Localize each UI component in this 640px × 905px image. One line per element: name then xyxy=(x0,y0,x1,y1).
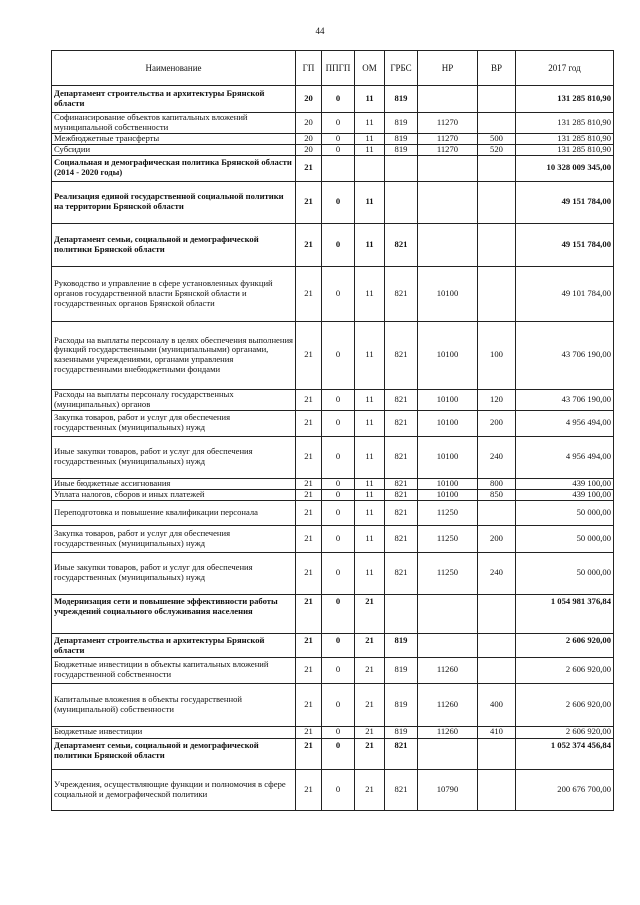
row-gp: 21 xyxy=(296,410,322,436)
row-ppgp: 0 xyxy=(322,223,355,266)
row-grbs: 819 xyxy=(385,657,418,683)
table-row xyxy=(52,500,614,525)
row-grbs: 821 xyxy=(385,478,418,489)
row-gp: 21 xyxy=(296,500,322,525)
row-np: 10790 xyxy=(418,769,478,810)
row-grbs: 819 xyxy=(385,726,418,738)
row-vr xyxy=(478,113,516,134)
row-gp: 20 xyxy=(296,113,322,134)
table-row xyxy=(52,223,614,266)
row-grbs: 821 xyxy=(385,436,418,478)
row-gp: 20 xyxy=(296,133,322,144)
row-gp: 21 xyxy=(296,633,322,657)
table-row xyxy=(52,769,614,810)
table-row xyxy=(52,552,614,594)
row-grbs: 821 xyxy=(385,266,418,321)
row-ppgp: 0 xyxy=(322,633,355,657)
row-vr xyxy=(478,769,516,810)
row-np: 11270 xyxy=(418,144,478,155)
row-vr: 240 xyxy=(478,436,516,478)
row-gp: 21 xyxy=(296,389,322,410)
row-om: 11 xyxy=(355,436,385,478)
row-gp: 21 xyxy=(296,738,322,769)
row-vr xyxy=(478,738,516,769)
row-vr: 520 xyxy=(478,144,516,155)
row-vr xyxy=(478,500,516,525)
row-om: 21 xyxy=(355,738,385,769)
row-name: Иные закупки товаров, работ и услуг для обеспечения государственных (муниципальных) нужд xyxy=(52,436,296,478)
row-ppgp: 0 xyxy=(322,552,355,594)
row-vr: 500 xyxy=(478,133,516,144)
row-ppgp: 0 xyxy=(322,726,355,738)
row-np: 10100 xyxy=(418,321,478,389)
table-row xyxy=(52,181,614,223)
row-ppgp: 0 xyxy=(322,769,355,810)
row-amount: 50 000,00 xyxy=(516,552,614,594)
table-row xyxy=(52,726,614,738)
row-om: 11 xyxy=(355,144,385,155)
table-row xyxy=(52,144,614,155)
row-ppgp xyxy=(322,155,355,181)
row-gp: 21 xyxy=(296,726,322,738)
row-name: Руководство и управление в сфере установленных функций органов государственной власти Брянской области и государственных органов Брянской области xyxy=(52,266,296,321)
row-ppgp: 0 xyxy=(322,86,355,113)
row-gp: 21 xyxy=(296,525,322,552)
header-gp: ГП xyxy=(296,51,322,86)
row-amount: 43 706 190,00 xyxy=(516,389,614,410)
row-om: 11 xyxy=(355,525,385,552)
table-row xyxy=(52,155,614,181)
row-amount: 50 000,00 xyxy=(516,500,614,525)
row-gp: 21 xyxy=(296,594,322,633)
row-amount: 10 328 009 345,00 xyxy=(516,155,614,181)
row-grbs: 821 xyxy=(385,738,418,769)
row-np xyxy=(418,86,478,113)
row-np: 11270 xyxy=(418,133,478,144)
row-vr xyxy=(478,266,516,321)
row-np xyxy=(418,223,478,266)
row-np xyxy=(418,633,478,657)
row-grbs: 821 xyxy=(385,489,418,500)
row-om: 11 xyxy=(355,552,385,594)
row-grbs: 819 xyxy=(385,633,418,657)
row-ppgp: 0 xyxy=(322,436,355,478)
row-grbs: 821 xyxy=(385,552,418,594)
row-om: 21 xyxy=(355,657,385,683)
row-grbs: 821 xyxy=(385,410,418,436)
row-amount: 131 285 810,90 xyxy=(516,144,614,155)
row-om: 11 xyxy=(355,489,385,500)
row-grbs: 819 xyxy=(385,86,418,113)
row-name: Департамент семьи, социальной и демографической политики Брянской области xyxy=(52,223,296,266)
table-row xyxy=(52,321,614,389)
row-np: 11250 xyxy=(418,500,478,525)
row-ppgp: 0 xyxy=(322,738,355,769)
row-vr: 410 xyxy=(478,726,516,738)
table-header-row xyxy=(52,51,614,86)
row-amount: 2 606 920,00 xyxy=(516,726,614,738)
budget-table xyxy=(51,50,614,811)
row-gp: 21 xyxy=(296,223,322,266)
row-om: 11 xyxy=(355,478,385,489)
row-amount: 200 676 700,00 xyxy=(516,769,614,810)
row-ppgp: 0 xyxy=(322,321,355,389)
row-name: Закупка товаров, работ и услуг для обеспечения государственных (муниципальных) нужд xyxy=(52,525,296,552)
row-np: 10100 xyxy=(418,266,478,321)
row-name: Бюджетные инвестиции в объекты капитальных вложений государственной собственности xyxy=(52,657,296,683)
row-np: 11260 xyxy=(418,657,478,683)
row-vr xyxy=(478,633,516,657)
row-vr xyxy=(478,657,516,683)
row-amount: 131 285 810,90 xyxy=(516,86,614,113)
row-gp: 21 xyxy=(296,181,322,223)
row-np: 11260 xyxy=(418,683,478,726)
row-om: 11 xyxy=(355,113,385,134)
row-ppgp: 0 xyxy=(322,657,355,683)
header-np: НР xyxy=(418,51,478,86)
row-ppgp: 0 xyxy=(322,410,355,436)
row-vr: 200 xyxy=(478,410,516,436)
row-ppgp: 0 xyxy=(322,113,355,134)
row-name: Капитальные вложения в объекты государственной (муниципальной) собственности xyxy=(52,683,296,726)
row-np: 11270 xyxy=(418,113,478,134)
row-ppgp: 0 xyxy=(322,181,355,223)
header-name: Наименование xyxy=(52,51,296,86)
row-grbs: 819 xyxy=(385,144,418,155)
row-amount: 49 151 784,00 xyxy=(516,181,614,223)
row-gp: 21 xyxy=(296,321,322,389)
row-om: 11 xyxy=(355,223,385,266)
row-grbs: 819 xyxy=(385,683,418,726)
row-om: 11 xyxy=(355,133,385,144)
row-np xyxy=(418,181,478,223)
row-amount: 49 101 784,00 xyxy=(516,266,614,321)
row-om: 11 xyxy=(355,266,385,321)
table-row xyxy=(52,113,614,134)
row-om: 21 xyxy=(355,594,385,633)
row-vr xyxy=(478,155,516,181)
table-row xyxy=(52,389,614,410)
row-grbs xyxy=(385,155,418,181)
row-om: 11 xyxy=(355,500,385,525)
row-ppgp: 0 xyxy=(322,478,355,489)
row-om: 11 xyxy=(355,389,385,410)
row-amount: 49 151 784,00 xyxy=(516,223,614,266)
row-vr: 800 xyxy=(478,478,516,489)
row-amount: 439 100,00 xyxy=(516,478,614,489)
row-name: Иные закупки товаров, работ и услуг для обеспечения государственных (муниципальных) нужд xyxy=(52,552,296,594)
row-ppgp: 0 xyxy=(322,594,355,633)
row-vr xyxy=(478,86,516,113)
row-np: 11260 xyxy=(418,726,478,738)
row-om: 11 xyxy=(355,321,385,389)
row-gp: 21 xyxy=(296,155,322,181)
header-ppgp: ППГП xyxy=(322,51,355,86)
table-row xyxy=(52,525,614,552)
row-np xyxy=(418,738,478,769)
row-vr xyxy=(478,594,516,633)
row-grbs: 819 xyxy=(385,133,418,144)
row-name: Департамент строительства и архитектуры Брянской области xyxy=(52,86,296,113)
row-amount: 131 285 810,90 xyxy=(516,133,614,144)
row-name: Департамент семьи, социальной и демографической политики Брянской области xyxy=(52,738,296,769)
row-grbs: 821 xyxy=(385,223,418,266)
row-ppgp: 0 xyxy=(322,133,355,144)
row-gp: 20 xyxy=(296,144,322,155)
row-amount: 1 052 374 456,84 xyxy=(516,738,614,769)
row-gp: 21 xyxy=(296,683,322,726)
row-grbs: 821 xyxy=(385,525,418,552)
row-vr: 240 xyxy=(478,552,516,594)
row-name: Субсидии xyxy=(52,144,296,155)
row-np: 11250 xyxy=(418,525,478,552)
row-amount: 131 285 810,90 xyxy=(516,113,614,134)
row-gp: 21 xyxy=(296,769,322,810)
row-ppgp: 0 xyxy=(322,500,355,525)
table-row xyxy=(52,478,614,489)
row-grbs: 821 xyxy=(385,500,418,525)
row-vr: 120 xyxy=(478,389,516,410)
row-grbs xyxy=(385,181,418,223)
row-name: Уплата налогов, сборов и иных платежей xyxy=(52,489,296,500)
row-vr xyxy=(478,181,516,223)
row-om: 11 xyxy=(355,410,385,436)
row-vr: 100 xyxy=(478,321,516,389)
row-np: 11250 xyxy=(418,552,478,594)
row-ppgp: 0 xyxy=(322,489,355,500)
header-vr: ВР xyxy=(478,51,516,86)
row-gp: 21 xyxy=(296,478,322,489)
row-grbs xyxy=(385,594,418,633)
row-amount: 1 054 981 376,84 xyxy=(516,594,614,633)
row-amount: 2 606 920,00 xyxy=(516,683,614,726)
row-ppgp: 0 xyxy=(322,389,355,410)
row-amount: 2 606 920,00 xyxy=(516,633,614,657)
row-vr: 200 xyxy=(478,525,516,552)
row-amount: 4 956 494,00 xyxy=(516,436,614,478)
row-om: 21 xyxy=(355,633,385,657)
row-np: 10100 xyxy=(418,478,478,489)
table-row xyxy=(52,86,614,113)
row-amount: 4 956 494,00 xyxy=(516,410,614,436)
row-ppgp: 0 xyxy=(322,683,355,726)
table-row xyxy=(52,738,614,769)
row-gp: 21 xyxy=(296,266,322,321)
table-row xyxy=(52,489,614,500)
table-row xyxy=(52,436,614,478)
row-ppgp: 0 xyxy=(322,266,355,321)
table-row xyxy=(52,133,614,144)
row-name: Переподготовка и повышение квалификации персонала xyxy=(52,500,296,525)
row-name: Учреждения, осуществляющие функции и полномочия в сфере социальной и демографической политики xyxy=(52,769,296,810)
row-name: Модернизация сети и повышение эффективности работы учреждений социального обслуживания населения xyxy=(52,594,296,633)
row-name: Межбюджетные трансферты xyxy=(52,133,296,144)
row-grbs: 821 xyxy=(385,321,418,389)
header-grbs: ГРБС xyxy=(385,51,418,86)
row-np: 10100 xyxy=(418,489,478,500)
header-year: 2017 год xyxy=(516,51,614,86)
row-amount: 439 100,00 xyxy=(516,489,614,500)
row-amount: 50 000,00 xyxy=(516,525,614,552)
row-name: Расходы на выплаты персоналу в целях обеспечения выполнения функций государственными (муниципальными) органами, казенными учреждениями, органами управления государственными внебюджетными фондами xyxy=(52,321,296,389)
row-amount: 43 706 190,00 xyxy=(516,321,614,389)
table-row xyxy=(52,657,614,683)
row-om: 11 xyxy=(355,86,385,113)
row-gp: 21 xyxy=(296,436,322,478)
table-row xyxy=(52,410,614,436)
row-amount: 2 606 920,00 xyxy=(516,657,614,683)
row-ppgp: 0 xyxy=(322,144,355,155)
table-row xyxy=(52,633,614,657)
row-name: Закупка товаров, работ и услуг для обеспечения государственных (муниципальных) нужд xyxy=(52,410,296,436)
row-grbs: 821 xyxy=(385,389,418,410)
row-name: Расходы на выплаты персоналу государственных (муниципальных) органов xyxy=(52,389,296,410)
row-om: 21 xyxy=(355,769,385,810)
page-number: 44 xyxy=(315,26,325,36)
row-om xyxy=(355,155,385,181)
row-name: Реализация единой государственной социальной политики на территории Брянской области xyxy=(52,181,296,223)
table-row xyxy=(52,594,614,633)
row-gp: 20 xyxy=(296,86,322,113)
row-np: 10100 xyxy=(418,410,478,436)
row-om: 21 xyxy=(355,683,385,726)
header-om: ОМ xyxy=(355,51,385,86)
row-np: 10100 xyxy=(418,436,478,478)
row-name: Софинансирование объектов капитальных вложений муниципальной собственности xyxy=(52,113,296,134)
row-gp: 21 xyxy=(296,552,322,594)
row-vr xyxy=(478,223,516,266)
row-np xyxy=(418,594,478,633)
table-row xyxy=(52,266,614,321)
row-name: Бюджетные инвестиции xyxy=(52,726,296,738)
row-name: Департамент строительства и архитектуры Брянской области xyxy=(52,633,296,657)
row-name: Социальная и демографическая политика Брянской области (2014 - 2020 годы) xyxy=(52,155,296,181)
row-om: 11 xyxy=(355,181,385,223)
row-grbs: 821 xyxy=(385,769,418,810)
row-vr: 850 xyxy=(478,489,516,500)
row-np: 10100 xyxy=(418,389,478,410)
row-om: 21 xyxy=(355,726,385,738)
table-row xyxy=(52,683,614,726)
row-gp: 21 xyxy=(296,657,322,683)
row-name: Иные бюджетные ассигнования xyxy=(52,478,296,489)
row-grbs: 819 xyxy=(385,113,418,134)
row-ppgp: 0 xyxy=(322,525,355,552)
row-gp: 21 xyxy=(296,489,322,500)
row-np xyxy=(418,155,478,181)
row-vr: 400 xyxy=(478,683,516,726)
